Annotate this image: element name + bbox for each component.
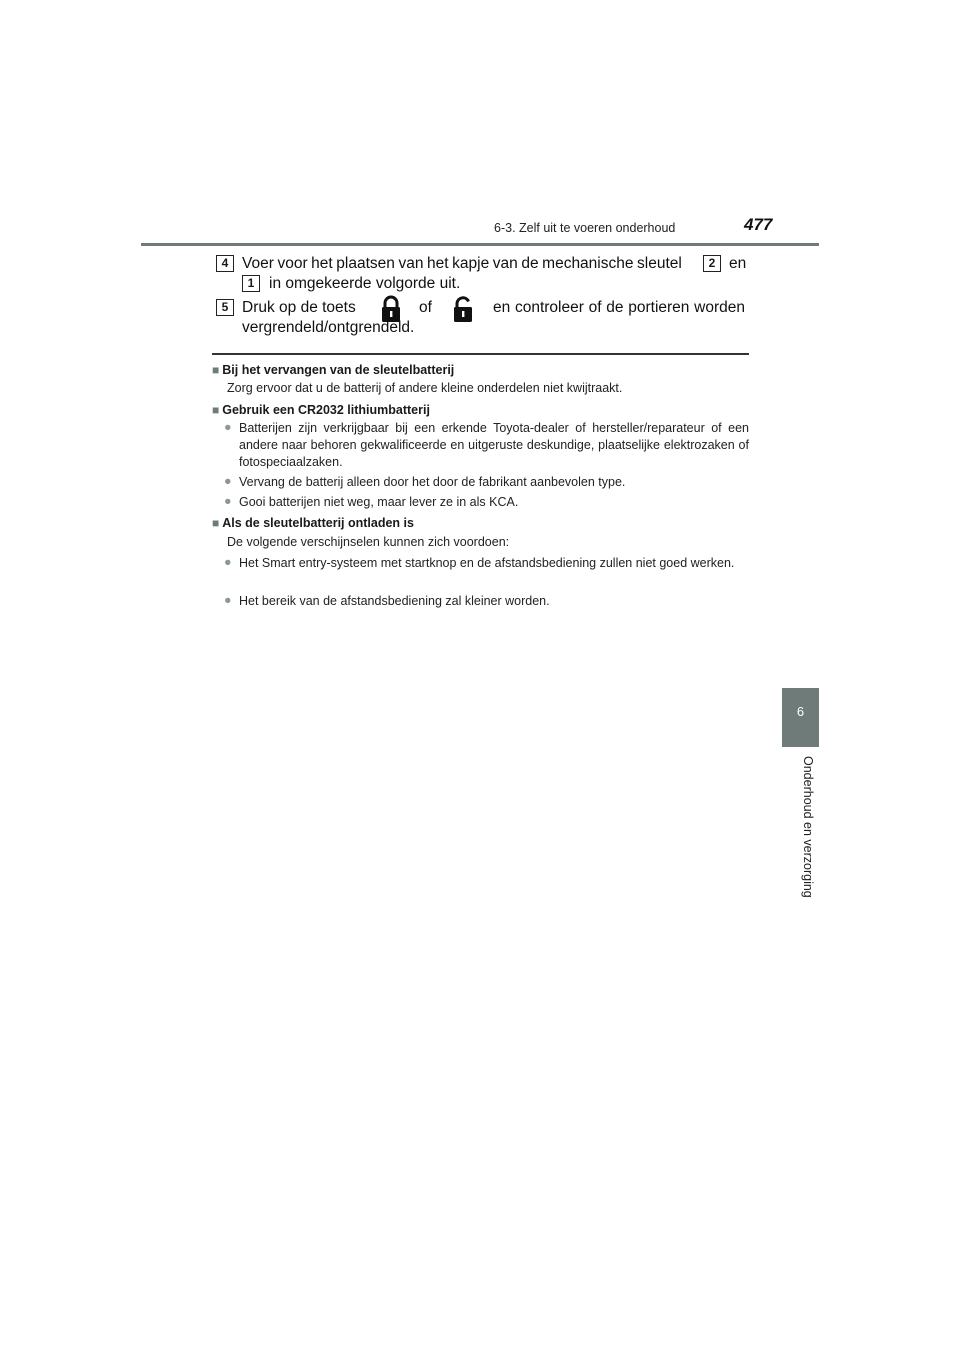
chapter-tab xyxy=(782,688,819,747)
note-heading xyxy=(212,363,454,377)
step-text-after xyxy=(493,297,745,319)
word: van xyxy=(492,255,518,272)
word: Voer xyxy=(242,255,274,272)
page-number: 477 xyxy=(744,215,773,234)
chapter-number: 6 xyxy=(796,704,805,719)
word: van xyxy=(398,255,424,272)
word: kapje xyxy=(452,255,490,272)
chapter-title: Onderhoud en verzorging xyxy=(801,756,815,898)
bullet-dot-icon: ● xyxy=(224,494,232,508)
bullet-text: Gooi batterijen niet weg, maar lever ze in als KCA. xyxy=(239,495,519,509)
bullet-dot-icon: ● xyxy=(224,593,232,607)
note-heading-text: Gebruik een CR2032 lithiumbatterij xyxy=(222,403,430,417)
word: de xyxy=(521,255,539,272)
word: of xyxy=(588,299,602,316)
step-line: vergrendeld/ontgrendeld. xyxy=(242,319,415,336)
bullet-text: Het Smart entry-systeem met startknop en de afstandsbediening zullen niet goed werken. xyxy=(239,556,735,570)
step-number-box: 5 xyxy=(216,299,234,316)
section-rule xyxy=(212,353,749,355)
bullet-dot-icon: ● xyxy=(224,420,232,434)
step-ref-box: 1 xyxy=(242,275,260,292)
note-heading-text: Bij het vervangen van de sleutelbatterij xyxy=(222,363,455,377)
square-bullet-icon: ■ xyxy=(212,403,220,417)
step-line-end: en xyxy=(729,255,747,272)
word: controleer xyxy=(514,299,584,316)
step-number-box: 4 xyxy=(216,255,234,272)
word: de xyxy=(606,299,624,316)
word: portieren xyxy=(628,299,690,316)
bullet-dot-icon: ● xyxy=(224,555,232,569)
note-heading-text: Als de sleutelbatterij ontladen is xyxy=(222,516,414,530)
word: voor xyxy=(277,255,308,272)
step-line xyxy=(242,253,682,275)
note-text: De volgende verschijnselen kunnen zich voordoen: xyxy=(227,535,510,549)
step-line: in omgekeerde volgorde uit. xyxy=(269,275,461,292)
header-section-title: 6-3. Zelf uit te voeren onderhoud xyxy=(494,221,676,235)
word: worden xyxy=(694,299,745,316)
word: het xyxy=(311,255,333,272)
note-text: Zorg ervoor dat u de batterij of andere kleine onderdelen niet kwijtraakt. xyxy=(227,381,623,395)
bullet-text: Batterijen zijn verkrijgbaar bij een erkende Toyota-dealer of hersteller/reparateur of een andere naar behoren gekwalificeerde en uitgeruste deskundige, plaatselijke elektrozaken of fotospeciaalzaken. xyxy=(239,421,749,469)
square-bullet-icon: ■ xyxy=(212,516,220,530)
note-heading xyxy=(212,516,414,530)
square-bullet-icon: ■ xyxy=(212,363,220,377)
word: mechanische xyxy=(542,255,634,272)
header-rule xyxy=(141,243,819,246)
word: sleutel xyxy=(637,255,682,272)
step-text-before: Druk op de toets xyxy=(242,299,356,316)
bullet-dot-icon: ● xyxy=(224,474,232,488)
word: en xyxy=(493,299,511,316)
word: het xyxy=(427,255,449,272)
note-heading xyxy=(212,403,430,417)
step-ref-box: 2 xyxy=(703,255,721,272)
bullet-text: Vervang de batterij alleen door het door de fabrikant aanbevolen type. xyxy=(239,475,626,489)
word: plaatsen xyxy=(336,255,395,272)
bullet-text: Het bereik van de afstandsbediening zal kleiner worden. xyxy=(239,594,550,608)
step-text-of: of xyxy=(419,299,432,316)
